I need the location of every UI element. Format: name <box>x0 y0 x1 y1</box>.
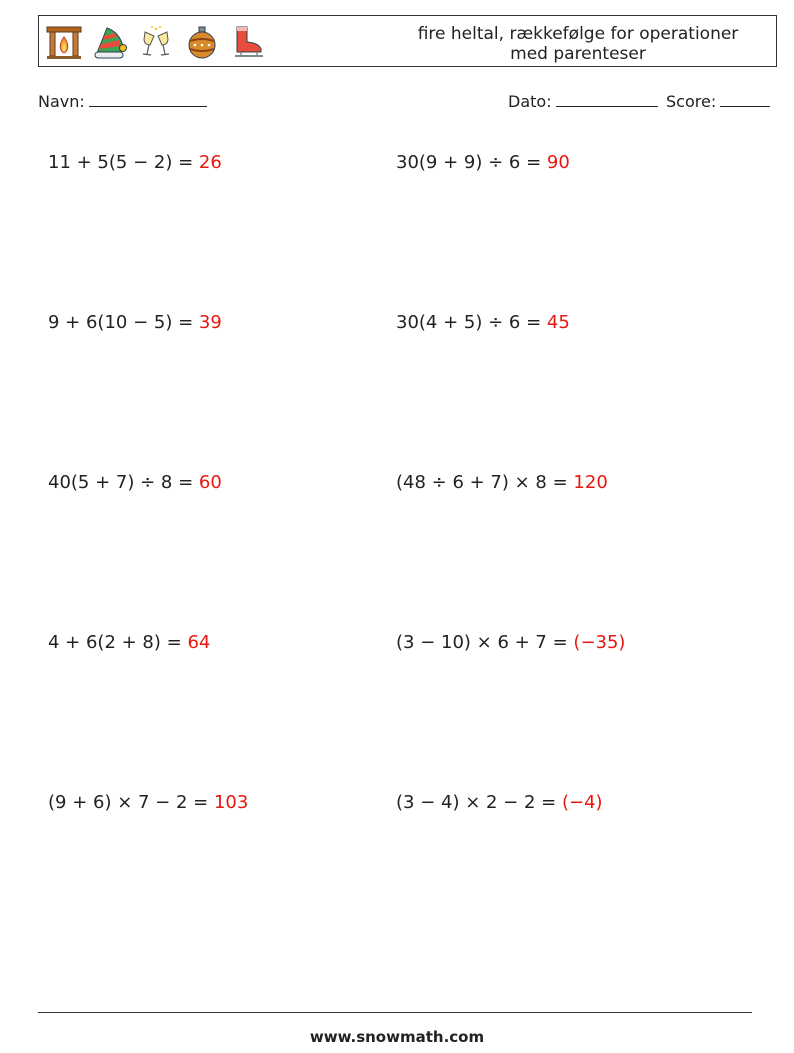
date-blank[interactable] <box>556 92 658 107</box>
problem-answer: 39 <box>198 312 222 333</box>
problem-7 <box>48 632 210 653</box>
fireplace-icon <box>45 24 83 60</box>
name-label: Navn: <box>38 92 85 111</box>
problem-8 <box>396 632 625 653</box>
problem-10 <box>396 792 603 813</box>
problem-4 <box>396 312 570 333</box>
problem-expression: 4 + 6(2 + 8) = <box>48 632 182 653</box>
problem-answer: 26 <box>198 152 222 173</box>
problem-answer: (−35) <box>573 632 626 653</box>
problem-9 <box>48 792 248 813</box>
problem-5 <box>48 472 222 493</box>
problem-expression: 9 + 6(10 − 5) = <box>48 312 194 333</box>
name-blank[interactable] <box>89 92 207 107</box>
problem-answer: 103 <box>213 792 249 813</box>
header-icons <box>45 24 267 60</box>
footer-divider <box>38 1012 752 1013</box>
problem-3 <box>48 312 222 333</box>
problem-1 <box>48 152 222 173</box>
problem-expression: (3 − 10) × 6 + 7 = <box>396 632 568 653</box>
elf-hat-icon <box>91 24 129 60</box>
problem-answer: 90 <box>546 152 570 173</box>
problem-2 <box>396 152 570 173</box>
name-field <box>38 92 207 111</box>
score-blank[interactable] <box>720 92 770 107</box>
footer-site-link[interactable]: www.snowmath.com <box>309 1028 485 1046</box>
problem-6 <box>396 472 608 493</box>
problem-expression: 30(4 + 5) ÷ 6 = <box>396 312 542 333</box>
problem-answer: 60 <box>198 472 222 493</box>
score-field <box>666 92 770 111</box>
worksheet-header <box>38 15 777 67</box>
problem-expression: (3 − 4) × 2 − 2 = <box>396 792 557 813</box>
ice-skate-icon <box>229 24 267 60</box>
problem-expression: (9 + 6) × 7 − 2 = <box>48 792 209 813</box>
problem-expression: 11 + 5(5 − 2) = <box>48 152 194 173</box>
problem-answer: 45 <box>546 312 570 333</box>
score-label: Score: <box>666 92 717 111</box>
problem-expression: (48 ÷ 6 + 7) × 8 = <box>396 472 568 493</box>
champagne-glasses-icon <box>137 24 175 60</box>
problem-answer: (−4) <box>561 792 603 813</box>
problem-answer: 120 <box>573 472 608 493</box>
problem-expression: 40(5 + 7) ÷ 8 = <box>48 472 194 493</box>
problem-expression: 30(9 + 9) ÷ 6 = <box>396 152 542 173</box>
date-field <box>508 92 658 111</box>
christmas-ornament-icon <box>183 24 221 60</box>
worksheet-title: fire heltal, rækkefølge for operationer med parenteser <box>417 24 739 64</box>
date-label: Dato: <box>508 92 552 111</box>
problem-answer: 64 <box>187 632 211 653</box>
